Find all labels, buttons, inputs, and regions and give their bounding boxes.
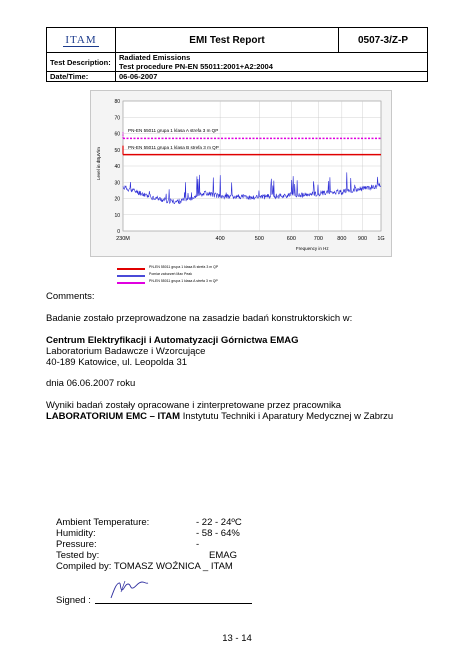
date-label: Date/Time: [47,72,116,82]
pressure-value: - [196,539,200,550]
legend-label: PN-EN 55011 grupa 1 klasa A strefa 3 m QP [149,279,218,283]
legend-label: Pomiar zaburzeń Max Peak [149,272,192,276]
handwritten-signature [108,578,150,602]
x-axis-label: Frequency in Hz [295,246,329,251]
date-value: 06-06-2007 [116,72,428,82]
x-tick-label: 500 [254,236,264,242]
test-label: Test Description: [47,53,116,72]
test-value-line1: Radiated Emissions [119,53,191,62]
test-value-line2: Test procedure PN-EN 55011:2001+A2:2004 [119,62,273,71]
y-tick-label: 10 [114,212,120,219]
lab-name: LABORATORIUM EMC – ITAM [46,411,181,422]
x-tick-label: 900 [357,236,368,242]
pressure-label: Pressure: [56,539,97,550]
org-lab: Laboratorium Badawcze i Wzorcujące [46,346,206,357]
legend-swatch [117,268,145,270]
signature-line [95,603,252,604]
test-value [116,53,428,72]
tested-value: EMAG [209,550,237,561]
class-b-annotation: PN-EN 55011 grupa 1 klasa B strefa 3 m QP [128,144,219,150]
x-tick-label: 230M [116,236,130,242]
page-number: 13 - 14 [222,633,252,644]
report-header [46,27,428,82]
results-line-1: Wyniki badań zostały opracowane i zinterpretowane przez pracownika [46,400,342,411]
comments-paragraph: Badanie zostało przeprowadzone na zasadzie badań konstruktorskich w: [46,313,353,324]
x-tick-label: 600 [286,236,296,242]
y-tick-label: 70 [114,115,120,122]
y-tick-label: 50 [114,147,120,154]
report-code: 0507-3/Z-P [339,28,428,53]
org-name: Centrum Elektryfikacji i Automatyzacji Górnictwa EMAG [46,335,299,346]
x-tick-label: 800 [337,236,347,242]
signed-label: Signed : [56,595,91,606]
legend-swatch [117,275,145,277]
logo-cell [47,28,116,53]
itam-logo: ITAM [65,33,97,46]
humidity-value: - 58 - 64% [196,528,240,539]
x-tick-label: 400 [215,236,225,242]
humidity-label: Humidity: [56,528,96,539]
y-axis-label: Level in dBµV/m [96,147,101,180]
ambient-label: Ambient Temperature: [56,517,150,528]
tested-label: Tested by: [56,550,100,561]
y-tick-label: 30 [114,180,120,187]
ambient-value: - 22 - 24ºC [196,517,242,528]
org-address: 40-189 Katowice, ul. Leopolda 31 [46,357,188,368]
y-tick-label: 60 [114,131,120,138]
class-a-annotation: PN-EN 55011 grupa 1 klasa A strefa 3 m QP [128,127,219,133]
emi-chart-svg [91,91,391,256]
x-tick-label: 700 [313,236,323,242]
comments-label: Comments: [46,291,95,302]
report-title: EMI Test Report [116,28,339,53]
legend-swatch [117,282,145,284]
legend-label: PN-EN 55011 grupa 1 klasa B strefa 3 m QP [149,265,219,269]
y-tick-label: 20 [114,196,120,203]
results-line-2 [46,411,393,422]
compiled-by: Compiled by: TOMASZ WOŹNICA _ ITAM [56,561,233,572]
y-tick-label: 80 [114,99,120,105]
test-date: dnia 06.06.2007 roku [46,378,136,389]
institute-name: Instytutu Techniki i Aparatury Medycznej w Zabrzu [180,411,394,422]
y-tick-label: 0 [117,229,120,235]
y-tick-label: 40 [114,164,120,170]
emi-chart [90,90,392,257]
x-tick-label: 1G [377,236,385,242]
